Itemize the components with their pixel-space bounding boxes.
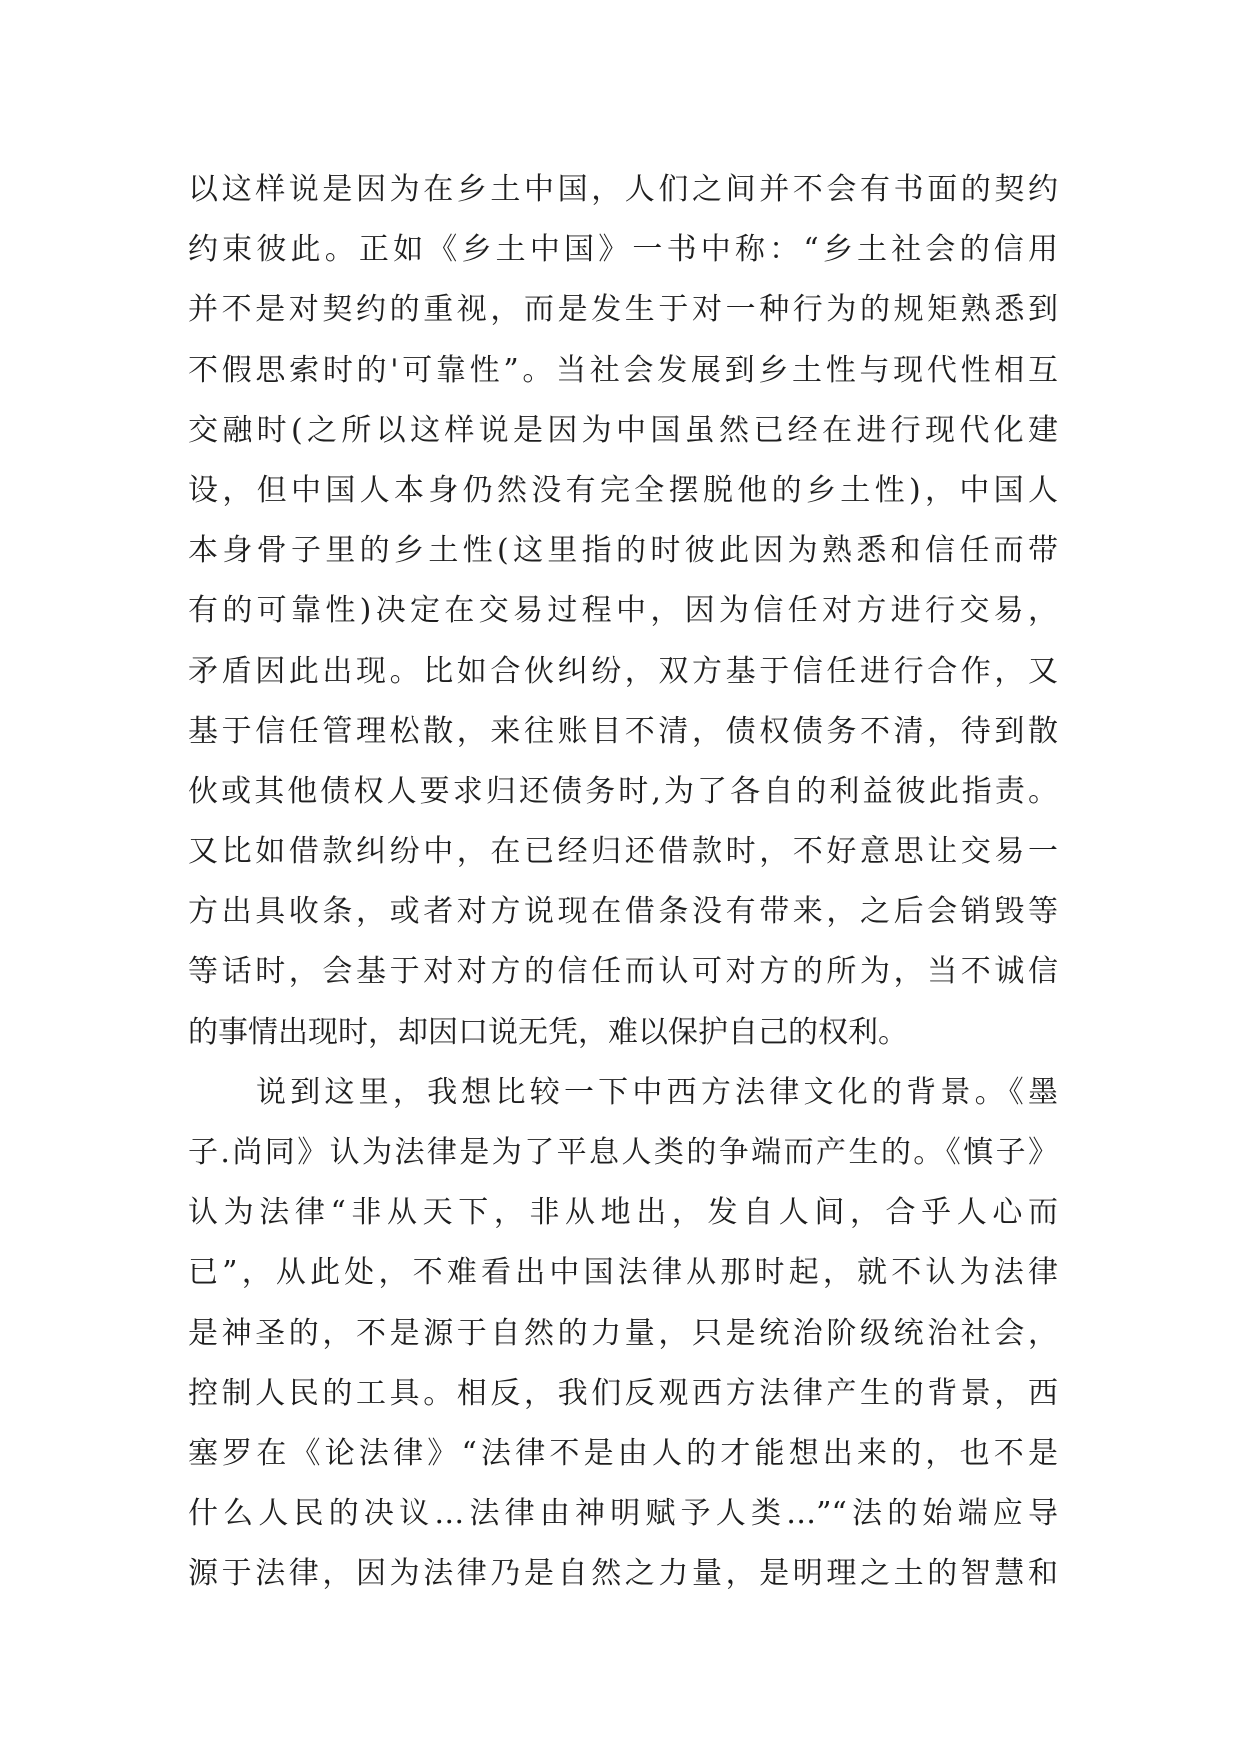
paragraph-end-line: 的事情出现时，却因口说无凭，难以保护自己的权利。 [188,1014,908,1050]
text-line: 本身骨子里的乡土性(这里指的时彼此因为熟悉和信任而带 [188,533,1058,569]
text-line: 又比如借款纠纷中，在已经归还借款时，不好意思让交易一 [188,834,1058,870]
text-line: 基于信任管理松散，来往账目不清，债权债务不清，待到散 [188,713,1058,749]
text-line: 认为法律“非从天下，非从地出，发自人间，合乎人心而 [188,1195,1058,1231]
text-line: 方出具收条，或者对方说现在借条没有带来，之后会销毁等 [188,894,1058,930]
text-line: 约束彼此。正如《乡土中国》一书中称：“乡土社会的信用 [188,232,1058,268]
text-line: 子.尚同》认为法律是为了平息人类的争端而产生的。《慎子》 [188,1135,1058,1170]
text-line: 控制人民的工具。相反，我们反观西方法律产生的背景，西 [188,1375,1058,1411]
body-text [188,160,1058,1605]
text-line: 等话时，会基于对对方的信任而认可对方的所为，当不诚信 [188,954,1058,990]
text-line: 并不是对契约的重视，而是发生于对一种行为的规矩熟悉到 [188,292,1058,328]
text-line: 已”，从此处，不难看出中国法律从那时起，就不认为法律 [188,1255,1058,1291]
text-line: 以这样说是因为在乡土中国，人们之间并不会有书面的契约 [188,172,1058,207]
text-line: 是神圣的，不是源于自然的力量，只是统治阶级统治社会， [188,1315,1058,1351]
text-line: 设，但中国人本身仍然没有完全摆脱他的乡土性)，中国人 [188,472,1058,508]
text-line: 不假思索时的'可靠性”。当社会发展到乡土性与现代性相互 [188,352,1058,388]
text-line: 有的可靠性)决定在交易过程中，因为信任对方进行交易， [188,593,1058,629]
text-line: 交融时(之所以这样说是因为中国虽然已经在进行现代化建 [188,412,1058,448]
text-line: 源于法律，因为法律乃是自然之力量，是明理之土的智慧和 [188,1556,1058,1592]
paragraph-first-line: 说到这里，我想比较一下中西方法律文化的背景。《墨 [256,1074,1058,1110]
text-line: 矛盾因此出现。比如合伙纠纷，双方基于信任进行合作，又 [188,653,1058,689]
text-line: 伙或其他债权人要求归还债务时,为了各自的利益彼此指责。 [188,773,1058,809]
text-line: 什么人民的决议…法律由神明赋予人类…”“法的始端应导 [188,1496,1058,1532]
text-line: 塞罗在《论法律》“法律不是由人的才能想出来的，也不是 [188,1435,1058,1471]
